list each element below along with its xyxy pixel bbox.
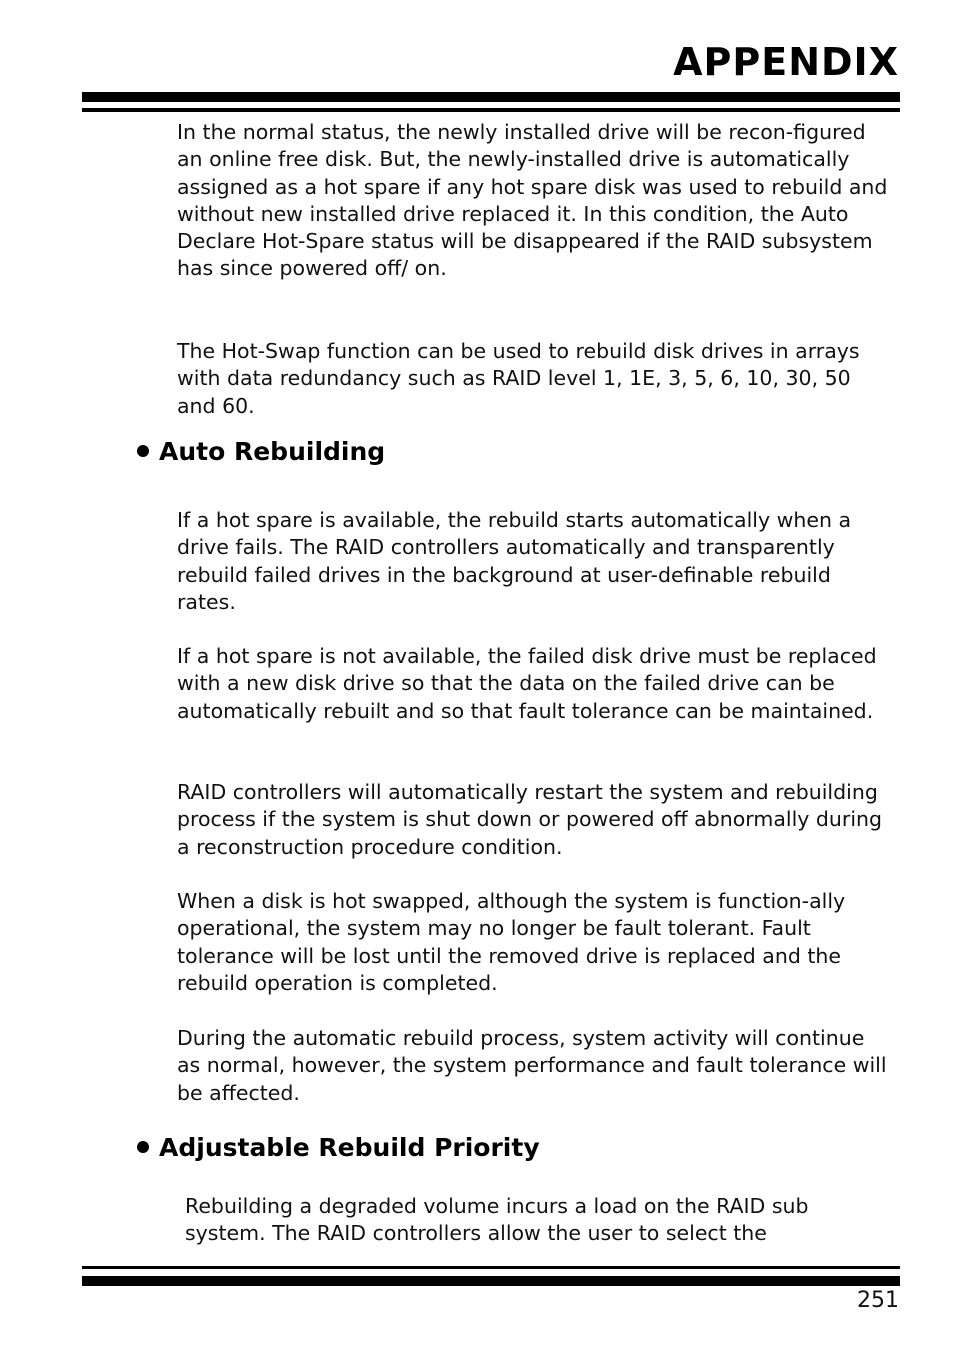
- paragraph: RAID controllers will automatically restart the system and rebuilding process if the system is shut down or powered off abnormally during a reconstruction procedure condition.: [177, 780, 883, 859]
- section-heading-text: Auto Rebuilding: [159, 437, 386, 466]
- paragraph: If a hot spare is not available, the failed disk drive must be replaced with a new disk drive so that the data on the failed drive can be automatically rebuilt and so that fault tolerance can be maintained.: [177, 644, 877, 723]
- paragraph: During the automatic rebuild process, system activity will continue as normal, however, the system performance and fault tolerance will be affected.: [177, 1026, 887, 1105]
- section-heading-adjustable-rebuild-priority: [137, 1133, 540, 1162]
- paragraph: Rebuilding a degraded volume incurs a load on the RAID sub system. The RAID controllers allow the user to select the: [185, 1194, 809, 1246]
- footer-rule-thin: [82, 1266, 900, 1269]
- section-heading-auto-rebuilding: [137, 437, 385, 466]
- section-heading-text: Adjustable Rebuild Priority: [159, 1133, 540, 1162]
- bullet-icon: [137, 1141, 149, 1153]
- header-rule-thin: [82, 108, 900, 112]
- paragraph: The Hot-Swap function can be used to rebuild disk drives in arrays with data redundancy such as RAID level 1, 1E, 3, 5, 6, 10, 30, 50 and 60.: [177, 339, 860, 418]
- paragraph: When a disk is hot swapped, although the system is function-ally operational, the system may no longer be fault tolerant. Fault tolerance will be lost until the removed drive is replaced and the rebuild operation is completed.: [177, 889, 846, 995]
- header-rule-thick: [82, 92, 900, 102]
- page-number: 251: [857, 1288, 899, 1313]
- footer-rule-thick: [82, 1276, 900, 1286]
- page-title: APPENDIX: [673, 40, 899, 84]
- paragraph: If a hot spare is available, the rebuild starts automatically when a drive fails. The RAID controllers automatically and transparently rebuild failed drives in the background at user-definable rebuild rates.: [177, 508, 852, 614]
- bullet-icon: [137, 445, 149, 457]
- paragraph: In the normal status, the newly installed drive will be recon-figured an online free disk. But, the newly-installed drive is automatically assigned as a hot spare if any hot spare disk was used to rebuild and without new installed drive replaced it. In this condition, the Auto Declare Hot-Spare status will be disappeared if the RAID subsystem has since powered off/ on.: [177, 120, 888, 281]
